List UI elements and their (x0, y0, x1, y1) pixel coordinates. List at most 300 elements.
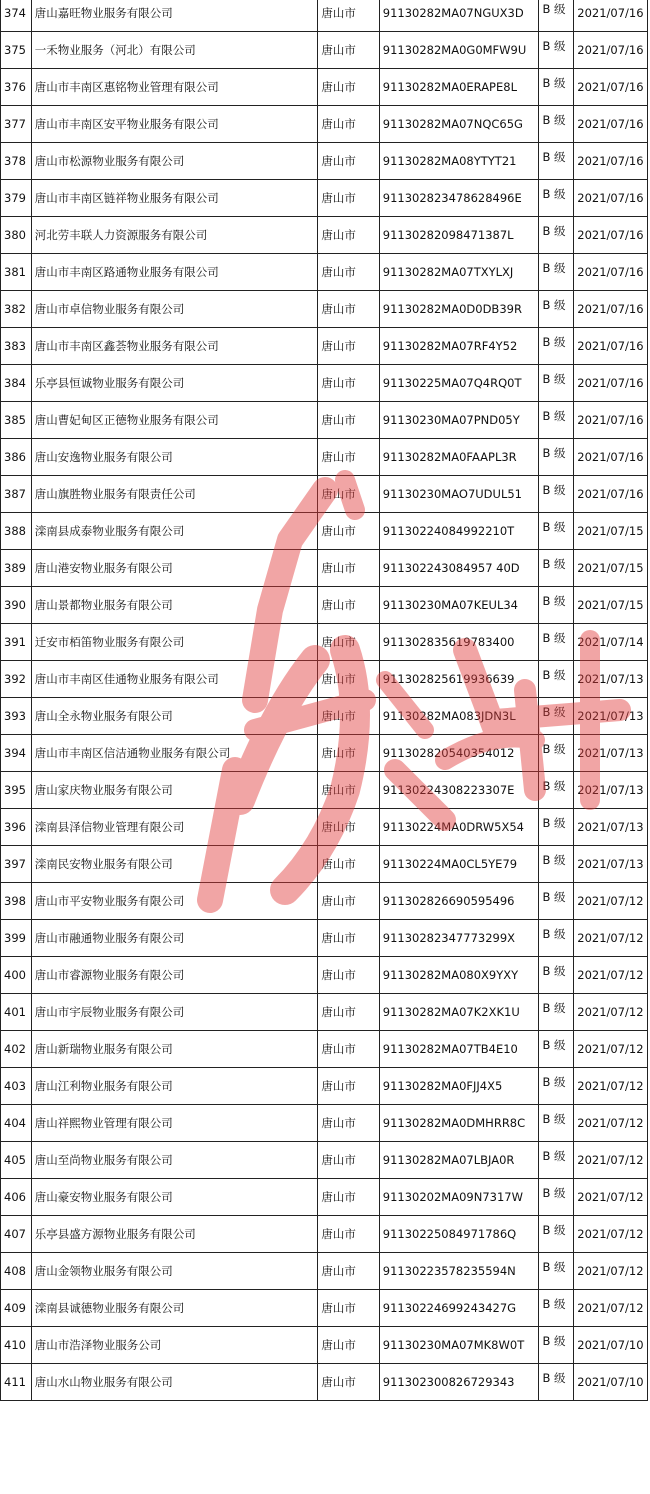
row-number: 403 (4, 1079, 26, 1093)
grade: B 级 (542, 1038, 566, 1052)
company-name-cell (31, 1105, 318, 1142)
table-row (1, 846, 648, 883)
city-cell (318, 587, 379, 624)
table-row (1, 402, 648, 439)
row-number: 386 (4, 450, 26, 464)
company-name: 唐山安逸物业服务有限公司 (34, 450, 173, 464)
company-name: 唐山市融通物业服务有限公司 (34, 931, 185, 945)
company-name-cell (31, 957, 318, 994)
row-number: 384 (4, 376, 26, 390)
grade: B 级 (542, 1001, 566, 1015)
table-row (1, 1142, 648, 1179)
row-number: 396 (4, 820, 26, 834)
table-row (1, 994, 648, 1031)
rating-date-cell (574, 180, 648, 217)
rating-date-cell (574, 550, 648, 587)
rating-date: 2021/07/12 (577, 894, 644, 908)
rating-date-cell (574, 1031, 648, 1068)
table-row (1, 0, 648, 32)
company-name-cell (31, 402, 318, 439)
city: 唐山市 (321, 672, 356, 686)
credit-code-cell (379, 1068, 539, 1105)
city: 唐山市 (321, 894, 356, 908)
rating-date-cell (574, 809, 648, 846)
table-row (1, 661, 648, 698)
row-number: 375 (4, 43, 26, 57)
grade: B 级 (542, 631, 566, 645)
rating-date: 2021/07/12 (577, 1301, 644, 1315)
credit-code-cell (379, 550, 539, 587)
rating-date: 2021/07/16 (577, 339, 644, 353)
city-cell (318, 1105, 379, 1142)
credit-code-cell (379, 587, 539, 624)
grade-cell (539, 439, 574, 476)
rating-date: 2021/07/16 (577, 228, 644, 242)
company-name-cell (31, 328, 318, 365)
rating-date: 2021/07/12 (577, 1042, 644, 1056)
grade-cell (539, 1179, 574, 1216)
row-number-cell (1, 69, 32, 106)
grade-cell (539, 217, 574, 254)
grade-cell (539, 143, 574, 180)
rating-date-cell (574, 0, 648, 32)
credit-code: 91130230MA07MK8W0T (382, 1338, 525, 1352)
rating-date: 2021/07/13 (577, 857, 644, 871)
row-number: 376 (4, 80, 26, 94)
city: 唐山市 (321, 820, 356, 834)
credit-code: 91130282MA08YTYT21 (382, 154, 517, 168)
grade-cell (539, 772, 574, 809)
rating-date-cell (574, 920, 648, 957)
credit-code-cell (379, 735, 539, 772)
credit-code: 91130224699243427G (382, 1301, 517, 1315)
rating-date-cell (574, 994, 648, 1031)
credit-code-cell (379, 69, 539, 106)
grade-cell (539, 698, 574, 735)
row-number: 382 (4, 302, 26, 316)
rating-date: 2021/07/13 (577, 820, 644, 834)
city-cell (318, 32, 379, 69)
grade-cell (539, 550, 574, 587)
rating-date-cell (574, 69, 648, 106)
table-row (1, 180, 648, 217)
company-name: 唐山市卓信物业服务有限公司 (34, 302, 185, 316)
grade: B 级 (542, 335, 566, 349)
row-number-cell (1, 32, 32, 69)
rating-date-cell (574, 883, 648, 920)
company-name-cell (31, 661, 318, 698)
table-row (1, 439, 648, 476)
credit-code-cell (379, 661, 539, 698)
row-number: 401 (4, 1005, 26, 1019)
rating-date-cell (574, 291, 648, 328)
company-name: 唐山市丰南区路通物业服务有限公司 (34, 265, 219, 279)
grade-cell (539, 1253, 574, 1290)
city-cell (318, 328, 379, 365)
rating-date-cell (574, 772, 648, 809)
company-name: 唐山全永物业服务有限公司 (34, 709, 173, 723)
grade-cell (539, 1031, 574, 1068)
row-number: 411 (4, 1375, 26, 1389)
company-name: 唐山市丰南区惠铭物业管理有限公司 (34, 80, 219, 94)
company-name-cell (31, 365, 318, 402)
city: 唐山市 (321, 709, 356, 723)
city: 唐山市 (321, 635, 356, 649)
row-number-cell (1, 1179, 32, 1216)
row-number-cell (1, 920, 32, 957)
row-number: 391 (4, 635, 26, 649)
table-row (1, 1068, 648, 1105)
company-name: 滦南县泽信物业管理有限公司 (34, 820, 185, 834)
row-number-cell (1, 1105, 32, 1142)
credit-code: 911302820540354012 (382, 746, 515, 760)
table-row (1, 1290, 648, 1327)
rating-date: 2021/07/16 (577, 376, 644, 390)
city-cell (318, 624, 379, 661)
rating-date-cell (574, 846, 648, 883)
company-name: 唐山水山物业服务有限公司 (34, 1375, 173, 1389)
company-name: 滦南县成泰物业服务有限公司 (34, 524, 185, 538)
table-row (1, 69, 648, 106)
row-number-cell (1, 846, 32, 883)
table-row (1, 772, 648, 809)
city: 唐山市 (321, 376, 356, 390)
grade-cell (539, 809, 574, 846)
credit-code-cell (379, 402, 539, 439)
credit-code: 91130282MA07K2XK1U (382, 1005, 520, 1019)
rating-date: 2021/07/12 (577, 1227, 644, 1241)
rating-date-cell (574, 661, 648, 698)
grade: B 级 (542, 1223, 566, 1237)
city: 唐山市 (321, 1301, 356, 1315)
rating-date: 2021/07/16 (577, 154, 644, 168)
grade: B 级 (542, 816, 566, 830)
credit-code-cell (379, 1179, 539, 1216)
grade: B 级 (542, 483, 566, 497)
company-name-cell (31, 994, 318, 1031)
grade-cell (539, 106, 574, 143)
grade-cell (539, 1142, 574, 1179)
company-name-cell (31, 106, 318, 143)
credit-code-cell (379, 476, 539, 513)
row-number: 377 (4, 117, 26, 131)
grade-cell (539, 883, 574, 920)
row-number-cell (1, 1253, 32, 1290)
city-cell (318, 69, 379, 106)
company-name-cell (31, 1068, 318, 1105)
credit-code-cell (379, 513, 539, 550)
table-row (1, 513, 648, 550)
row-number-cell (1, 624, 32, 661)
table-row (1, 624, 648, 661)
city-cell (318, 365, 379, 402)
table-row (1, 1179, 648, 1216)
credit-code: 91130282MA07TB4E10 (382, 1042, 518, 1056)
rating-date: 2021/07/12 (577, 1153, 644, 1167)
city: 唐山市 (321, 1116, 356, 1130)
city-cell (318, 1364, 379, 1401)
grade-cell (539, 365, 574, 402)
row-number-cell (1, 143, 32, 180)
row-number: 400 (4, 968, 26, 982)
city-cell (318, 883, 379, 920)
rating-date: 2021/07/16 (577, 413, 644, 427)
row-number-cell (1, 0, 32, 32)
rating-date-cell (574, 698, 648, 735)
rating-date: 2021/07/16 (577, 487, 644, 501)
company-name-cell (31, 291, 318, 328)
company-name: 唐山市丰南区佳通物业服务有限公司 (34, 672, 219, 686)
company-name: 唐山嘉旺物业服务有限公司 (34, 6, 173, 20)
city-cell (318, 513, 379, 550)
credit-code-cell (379, 291, 539, 328)
company-name: 河北劳丰联人力资源服务有限公司 (34, 228, 208, 242)
rating-date: 2021/07/16 (577, 6, 644, 20)
grade: B 级 (542, 298, 566, 312)
row-number-cell (1, 1216, 32, 1253)
row-number-cell (1, 809, 32, 846)
row-number-cell (1, 254, 32, 291)
company-name-cell (31, 1179, 318, 1216)
grade: B 级 (542, 1149, 566, 1163)
grade: B 级 (542, 779, 566, 793)
row-number: 407 (4, 1227, 26, 1241)
city-cell (318, 772, 379, 809)
grade: B 级 (542, 113, 566, 127)
city-cell (318, 698, 379, 735)
grade: B 级 (542, 1371, 566, 1385)
company-name-cell (31, 1290, 318, 1327)
city-cell (318, 1253, 379, 1290)
company-name-cell (31, 217, 318, 254)
grade: B 级 (542, 150, 566, 164)
grade-cell (539, 328, 574, 365)
row-number-cell (1, 291, 32, 328)
row-number-cell (1, 328, 32, 365)
city: 唐山市 (321, 1005, 356, 1019)
row-number-cell (1, 513, 32, 550)
grade-cell (539, 624, 574, 661)
credit-code: 91130282MA0DMHRR8C (382, 1116, 526, 1130)
grade: B 级 (542, 1186, 566, 1200)
credit-code-cell (379, 1253, 539, 1290)
credit-code: 91130282MA07NGUX3D (382, 6, 524, 20)
credit-code-cell (379, 809, 539, 846)
city-cell (318, 1290, 379, 1327)
credit-code: 91130282MA07TXYLXJ (382, 265, 514, 279)
credit-code: 91130282MA0FAAPL3R (382, 450, 517, 464)
company-name-cell (31, 1142, 318, 1179)
company-name: 唐山祥熙物业管理有限公司 (34, 1116, 173, 1130)
city: 唐山市 (321, 339, 356, 353)
rating-date-cell (574, 439, 648, 476)
city: 唐山市 (321, 1042, 356, 1056)
table-row (1, 217, 648, 254)
company-name-cell (31, 735, 318, 772)
credit-code: 911302300826729343 (382, 1375, 515, 1389)
company-name-cell (31, 1253, 318, 1290)
credit-code: 91130230MA07PND05Y (382, 413, 520, 427)
credit-code-cell (379, 217, 539, 254)
row-number: 394 (4, 746, 26, 760)
credit-code: 91130224MA0DRW5X54 (382, 820, 524, 834)
city: 唐山市 (321, 746, 356, 760)
company-name: 一禾物业服务（河北）有限公司 (34, 43, 196, 57)
rating-date: 2021/07/12 (577, 1264, 644, 1278)
grade-cell (539, 1327, 574, 1364)
table-row (1, 920, 648, 957)
company-name: 唐山市丰南区信洁通物业服务有限公司 (34, 746, 231, 760)
grade: B 级 (542, 1260, 566, 1274)
table-row (1, 291, 648, 328)
row-number-cell (1, 1290, 32, 1327)
credit-code-cell (379, 957, 539, 994)
company-name-cell (31, 254, 318, 291)
credit-code: 91130224MA0CL5YE79 (382, 857, 518, 871)
rating-date: 2021/07/16 (577, 302, 644, 316)
row-number-cell (1, 476, 32, 513)
row-number: 374 (4, 6, 26, 20)
city: 唐山市 (321, 561, 356, 575)
company-name: 滦南县诚德物业服务有限公司 (34, 1301, 185, 1315)
rating-date: 2021/07/16 (577, 191, 644, 205)
company-name: 乐亭县恒诚物业服务有限公司 (34, 376, 185, 390)
company-name: 唐山市平安物业服务有限公司 (34, 894, 185, 908)
row-number: 381 (4, 265, 26, 279)
row-number: 380 (4, 228, 26, 242)
rating-date: 2021/07/16 (577, 43, 644, 57)
credit-code: 911302823478628496E (382, 191, 522, 205)
credit-code-cell (379, 328, 539, 365)
table-row (1, 735, 648, 772)
city: 唐山市 (321, 1375, 356, 1389)
credit-code: 911302243084957 40D (382, 561, 520, 575)
row-number: 389 (4, 561, 26, 575)
grade: B 级 (542, 520, 566, 534)
rating-date-cell (574, 1290, 648, 1327)
city: 唐山市 (321, 1227, 356, 1241)
city-cell (318, 846, 379, 883)
table-row (1, 1364, 648, 1401)
rating-date: 2021/07/12 (577, 968, 644, 982)
company-name: 唐山新瑞物业服务有限公司 (34, 1042, 173, 1056)
credit-code: 91130282MA07NQC65G (382, 117, 523, 131)
city: 唐山市 (321, 450, 356, 464)
rating-date-cell (574, 735, 648, 772)
company-name: 唐山市浩泽物业服务公司 (34, 1338, 162, 1352)
credit-code: 91130282MA07LBJA0R (382, 1153, 515, 1167)
row-number: 404 (4, 1116, 26, 1130)
table-row (1, 698, 648, 735)
company-name-cell (31, 1364, 318, 1401)
company-name-cell (31, 1327, 318, 1364)
row-number-cell (1, 217, 32, 254)
city: 唐山市 (321, 6, 356, 20)
table-row (1, 1216, 648, 1253)
city-cell (318, 217, 379, 254)
rating-date: 2021/07/16 (577, 80, 644, 94)
company-name: 唐山市丰南区鑫荟物业服务有限公司 (34, 339, 219, 353)
credit-code-cell (379, 1290, 539, 1327)
city-cell (318, 809, 379, 846)
city: 唐山市 (321, 154, 356, 168)
grade: B 级 (542, 927, 566, 941)
rating-date: 2021/07/15 (577, 524, 644, 538)
table-row (1, 32, 648, 69)
city-cell (318, 1216, 379, 1253)
company-name-cell (31, 0, 318, 32)
grade-cell (539, 1290, 574, 1327)
city-cell (318, 735, 379, 772)
company-name-cell (31, 476, 318, 513)
row-number-cell (1, 587, 32, 624)
city-cell (318, 550, 379, 587)
credit-code-cell (379, 624, 539, 661)
credit-code: 911302825619936639 (382, 672, 515, 686)
row-number: 379 (4, 191, 26, 205)
row-number: 393 (4, 709, 26, 723)
company-name-cell (31, 1031, 318, 1068)
company-name: 迁安市栢笛物业服务有限公司 (34, 635, 185, 649)
rating-date-cell (574, 1327, 648, 1364)
rating-date-cell (574, 328, 648, 365)
city-cell (318, 439, 379, 476)
grade-cell (539, 1068, 574, 1105)
rating-date-cell (574, 1142, 648, 1179)
row-number-cell (1, 698, 32, 735)
grade-cell (539, 513, 574, 550)
rating-date-cell (574, 365, 648, 402)
credit-code: 91130225MA07Q4RQ0T (382, 376, 522, 390)
company-name: 唐山市丰南区链祥物业服务有限公司 (34, 191, 219, 205)
city-cell (318, 402, 379, 439)
company-name: 唐山市宇辰物业服务有限公司 (34, 1005, 185, 1019)
row-number: 388 (4, 524, 26, 538)
grade-cell (539, 1216, 574, 1253)
grade-cell (539, 0, 574, 32)
grade-cell (539, 920, 574, 957)
grade: B 级 (542, 224, 566, 238)
rating-date-cell (574, 1105, 648, 1142)
row-number: 409 (4, 1301, 26, 1315)
rating-date-cell (574, 476, 648, 513)
grade-cell (539, 846, 574, 883)
row-number-cell (1, 957, 32, 994)
city: 唐山市 (321, 302, 356, 316)
row-number: 378 (4, 154, 26, 168)
company-name-cell (31, 698, 318, 735)
city: 唐山市 (321, 968, 356, 982)
city-cell (318, 920, 379, 957)
rating-date-cell (574, 587, 648, 624)
rating-date-cell (574, 106, 648, 143)
city-cell (318, 661, 379, 698)
rating-date: 2021/07/13 (577, 783, 644, 797)
grade-cell (539, 180, 574, 217)
row-number: 395 (4, 783, 26, 797)
grade: B 级 (542, 261, 566, 275)
credit-code-cell (379, 439, 539, 476)
credit-code-cell (379, 994, 539, 1031)
company-name-cell (31, 587, 318, 624)
rating-date-cell (574, 402, 648, 439)
grade-cell (539, 994, 574, 1031)
company-name-cell (31, 920, 318, 957)
city: 唐山市 (321, 524, 356, 538)
city-cell (318, 0, 379, 32)
rating-date: 2021/07/16 (577, 450, 644, 464)
credit-code-cell (379, 883, 539, 920)
